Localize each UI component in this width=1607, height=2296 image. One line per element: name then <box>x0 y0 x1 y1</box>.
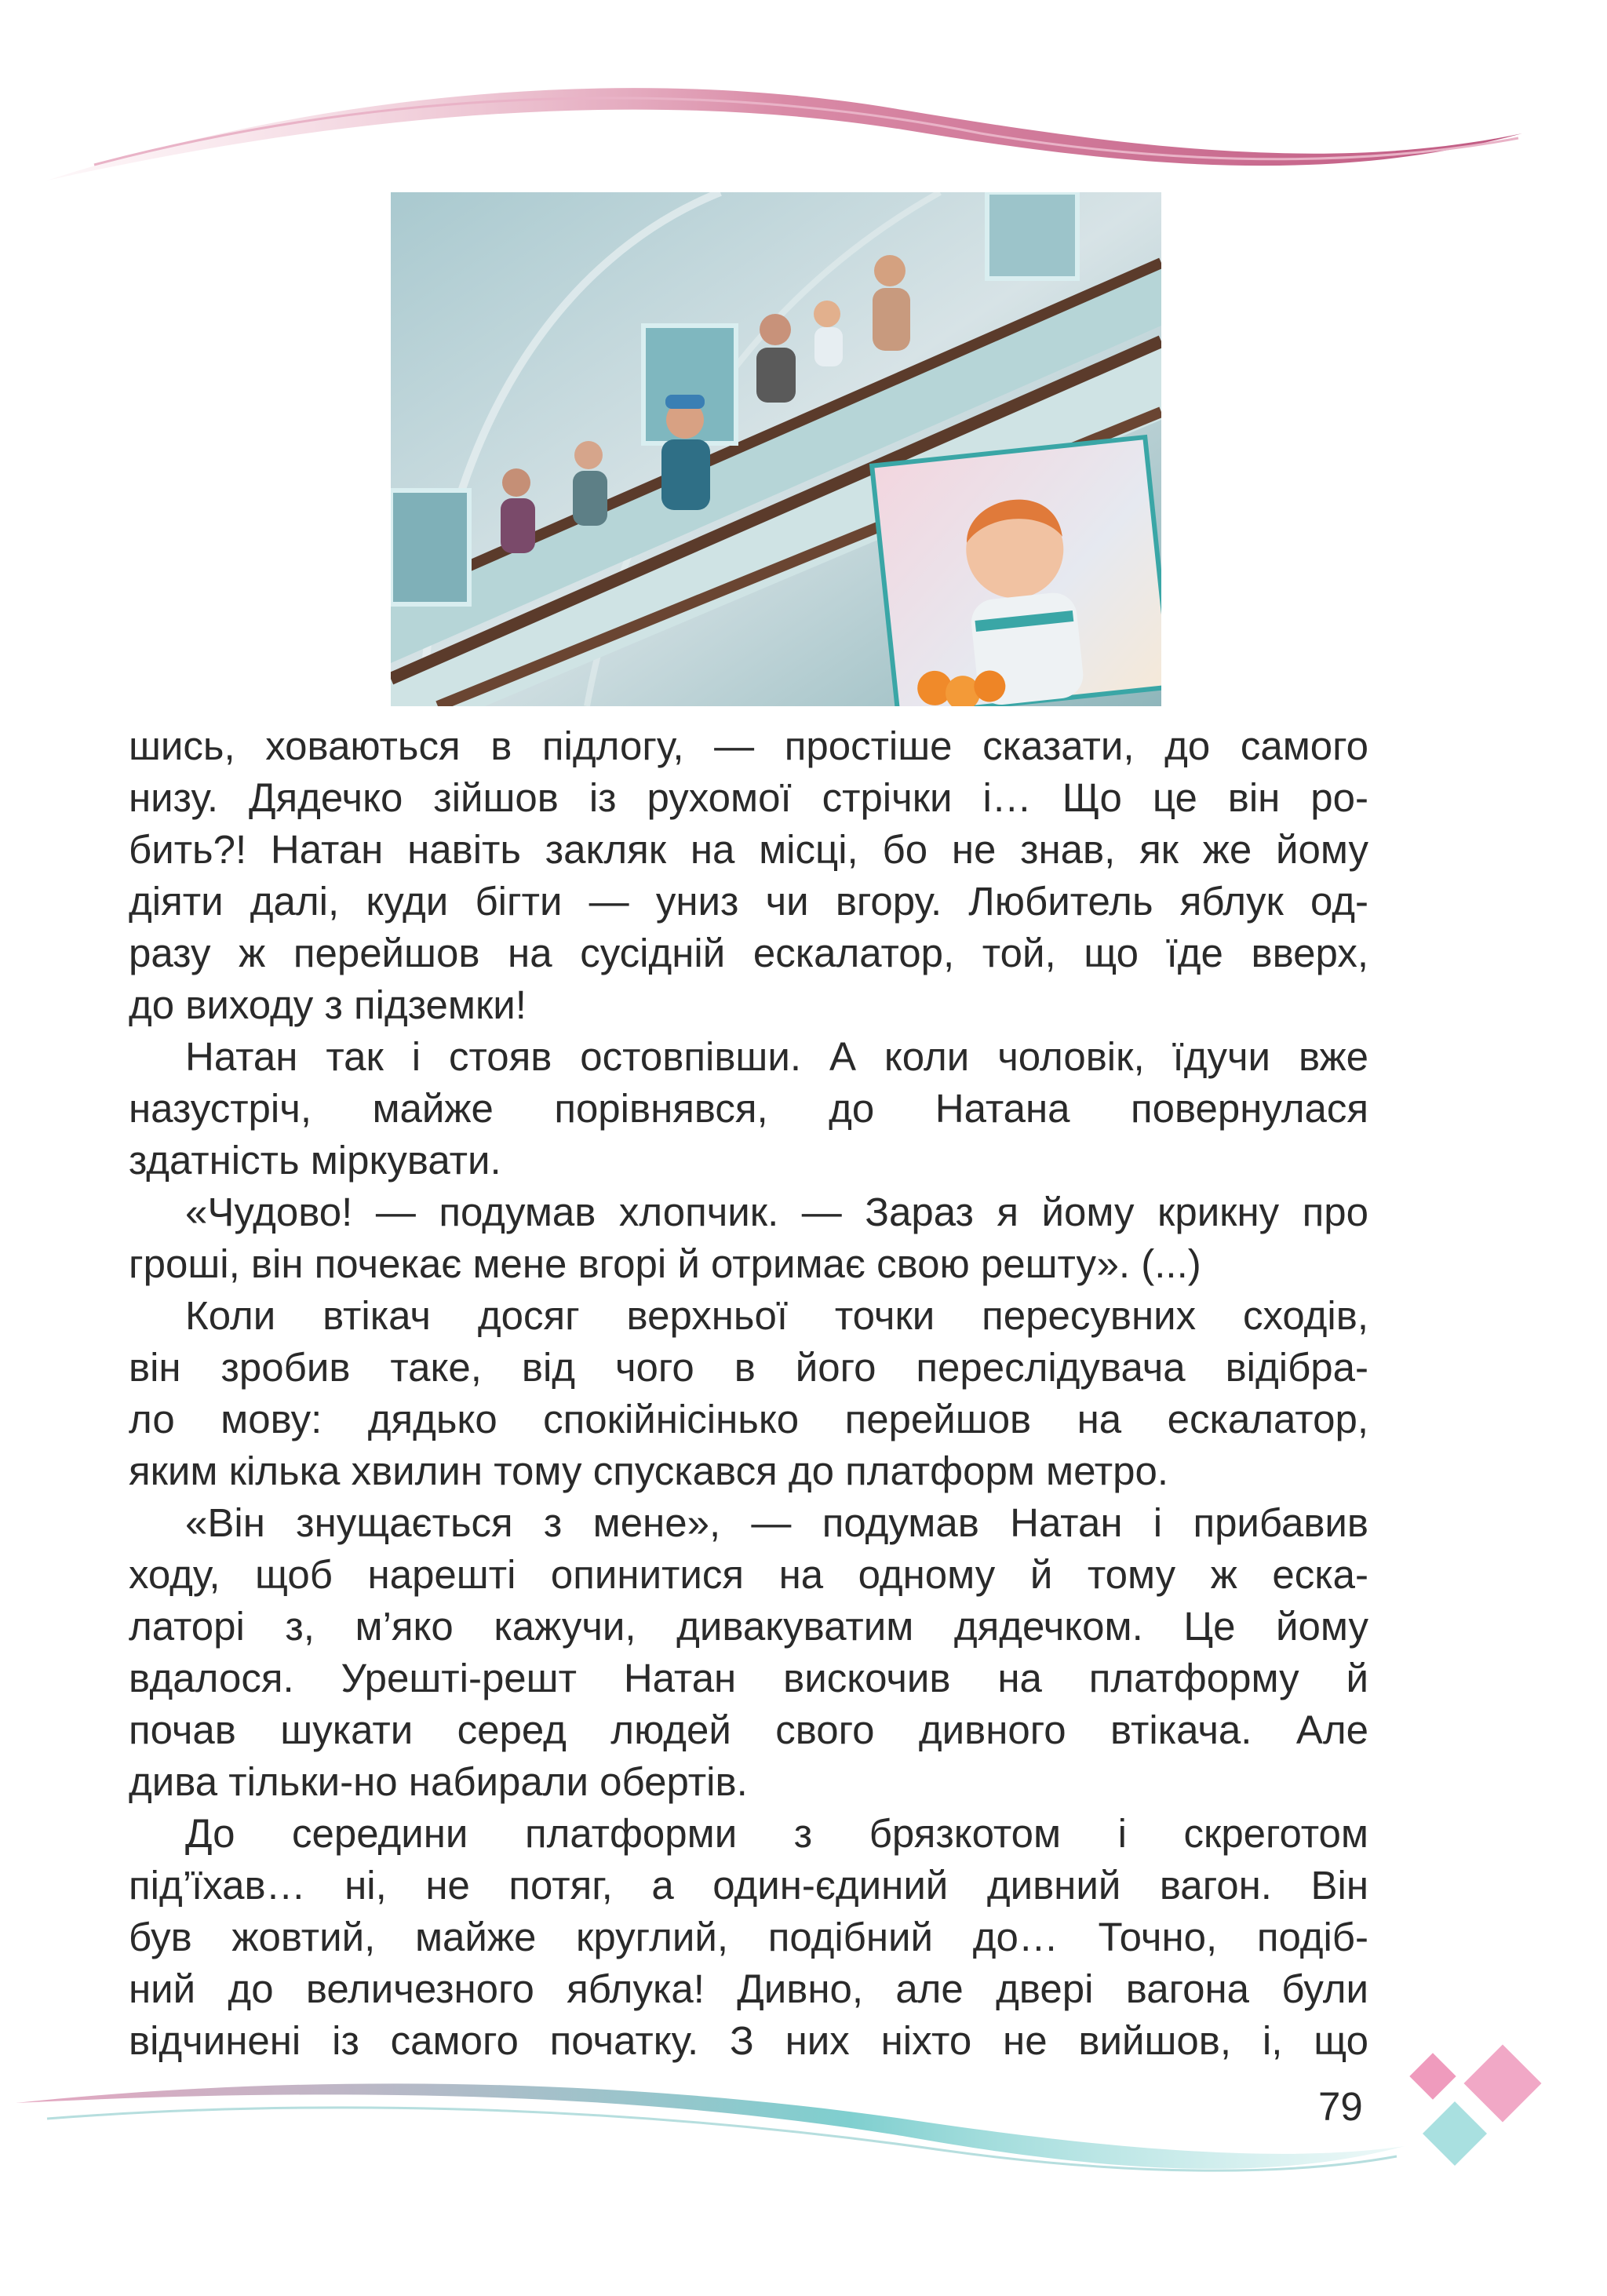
person-child-body <box>814 327 843 366</box>
text-line: ло мову: дядько спокійнісінько перейшов на ескалатор, <box>129 1397 1368 1441</box>
text-line: гроші, він почекає мене вгорі й отримає свою решту». (...) <box>129 1241 1201 1286</box>
text-line: почав шукати серед людей свого дивного втікача. Але <box>129 1707 1368 1752</box>
illustration-art <box>391 192 1161 706</box>
text-line: діяти далі, куди бігти — униз чи вгору. Любитель яблук од- <box>129 879 1368 924</box>
person-woman-body <box>501 498 535 553</box>
text-line: вдалося. Урешті-решт Натан вискочив на платформу й <box>129 1656 1368 1700</box>
text-line: Коли втікач досяг верхньої точки пересувних сходів, <box>185 1293 1368 1338</box>
text-line: ходу, щоб нарешті опинитися на одному й тому ж еска- <box>129 1552 1368 1597</box>
text-line: назустріч, майже порівнявся, до Натана повернулася <box>129 1086 1368 1131</box>
person-child-head <box>814 301 840 327</box>
text-line: був жовтий, майже круглий, подібний до… Точно, подіб- <box>129 1915 1368 1959</box>
text-line: «Він знущається з мене», — подумав Натан і прибавив <box>185 1500 1368 1545</box>
inset-boy-frame <box>872 437 1161 706</box>
pink-diamond-small <box>1409 2053 1456 2099</box>
top-swoosh <box>47 88 1522 180</box>
text-line: здатність міркувати. <box>129 1138 501 1183</box>
text-line: До середини платформи з брязкотом і скреготом <box>185 1811 1368 1856</box>
person-capman-cap <box>665 395 705 409</box>
page-number: 79 <box>1318 2084 1363 2129</box>
person-teen-body <box>573 471 607 526</box>
person-capman-body <box>661 439 710 510</box>
story-text <box>129 720 1368 2067</box>
advert-panel-2 <box>391 490 469 604</box>
text-line: низу. Дядечко зійшов із рухомої стрічки і… Що це він ро- <box>129 775 1368 820</box>
text-line: ний до величезного яблука! Дивно, але двері вагона були <box>129 1966 1368 2011</box>
escalator-illustration <box>391 192 1161 706</box>
person-man-head <box>760 314 791 345</box>
text-line: яким кілька хвилин тому спускався до платформ метро. <box>129 1449 1169 1493</box>
text-line: до виходу з підземки! <box>129 982 527 1027</box>
text-line: відчинені із самого початку. З них ніхто не вийшов, і, що <box>129 2018 1368 2063</box>
person-woman-head <box>502 468 530 497</box>
text-line: під’їхав… ні, не потяг, а один-єдиний дивний вагон. Він <box>129 1863 1368 1908</box>
advert-panel-3 <box>987 192 1077 279</box>
bottom-swoosh <box>16 2083 1405 2169</box>
text-line: шись, ховаються в підлогу, — простіше сказати, до самого <box>129 723 1368 768</box>
person-man-body <box>756 348 796 403</box>
teal-diamond <box>1423 2101 1487 2166</box>
text-line: дива тільки-но набирали обертів. <box>129 1759 748 1804</box>
person-teen-head <box>574 441 603 469</box>
text-line: латорі з, м’яко кажучи, дивакуватим дядечком. Це йому <box>129 1604 1368 1649</box>
person-mother-head <box>874 255 906 286</box>
text-line: Натан так і стояв остовпівши. А коли чоловік, їдучи вже <box>185 1034 1368 1079</box>
text-line: разу ж перейшов на сусідній ескалатор, той, що їде вверх, <box>129 931 1368 975</box>
text-line: «Чудово! — подумав хлопчик. — Зараз я йому крикну про <box>185 1190 1368 1234</box>
person-mother-body <box>873 288 910 351</box>
text-line: він зробив таке, від чого в його переслідувача відібра- <box>129 1345 1368 1390</box>
text-line: бить?! Натан навіть закляк на місці, бо не знав, як же йому <box>129 827 1368 872</box>
pink-diamond-large <box>1464 2045 1542 2123</box>
